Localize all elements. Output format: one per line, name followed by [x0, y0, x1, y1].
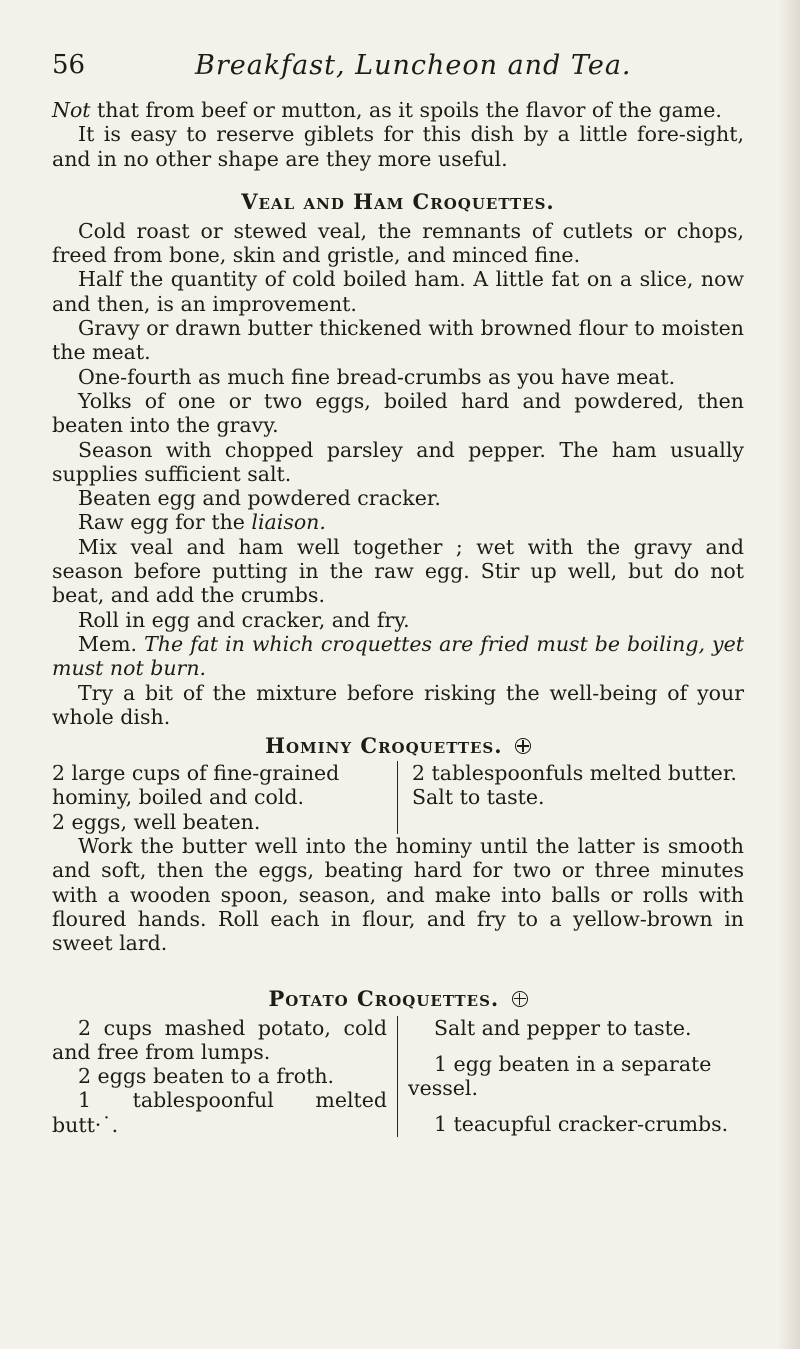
intro-paragraph-1	[52, 98, 744, 122]
hominy-heading	[52, 733, 744, 759]
hominy-title: Hominy Croquettes.	[265, 733, 503, 759]
veal-line-3: Gravy or drawn butter thickened with browned flour to moisten the meat.	[52, 316, 744, 365]
potato-ingredient-3: 1 tablespoonful melted butt·˙.	[52, 1088, 387, 1137]
hominy-method: Work the butter well into the hominy until the latter is smooth and soft, then the eggs, beating hard for two or three minutes with a wooden spoon, season, and make into balls or rolls with floured hands. Roll each in flour, and fry to a yellow-brown in sweet lard.	[52, 834, 744, 956]
veal-mix-paragraph: Mix veal and ham well together ; wet with the gravy and season before putting in the raw egg. Stir up well, but do not beat, and add the crumbs.	[52, 534, 744, 608]
veal-line-6: Season with chopped parsley and pepper. The ham usually supplies sufficient salt.	[52, 437, 744, 486]
veal-try-paragraph: Try a bit of the mixture before risking the well-being of your whole dish.	[52, 680, 744, 729]
hominy-ingredient-1: 2 large cups of fine-grained hominy, boiled and cold.	[52, 761, 340, 810]
page-header	[52, 50, 752, 90]
veal-line-2: Half the quantity of cold boiled ham. A little fat on a slice, now and then, is an improvement.	[52, 267, 744, 316]
intro-text: that from beef or mutton, as it spoils the flavor of the game.	[90, 98, 722, 122]
potato-ingredients-right	[397, 1016, 744, 1137]
potato-ingredients-left	[52, 1016, 397, 1137]
page-edge-shadow	[778, 0, 800, 1349]
veal-line-1: Cold roast or stewed veal, the remnants of cutlets or chops, freed from bone, skin and gristle, and minced fine.	[52, 218, 744, 268]
veal-line-5: Yolks of one or two eggs, boiled hard and powdered, then beaten into the gravy.	[52, 388, 744, 438]
veal-memo	[52, 632, 744, 681]
intro-paragraph-2: It is easy to reserve giblets for this dish by a little fore-sight, and in no other shape are they more useful.	[52, 122, 744, 171]
potato-title: Potato Croquettes.	[268, 985, 500, 1011]
potato-ingredient-4: Salt and pepper to taste.	[434, 1015, 692, 1040]
potato-ingredient-6: 1 teacupful cracker-crumbs.	[434, 1112, 729, 1137]
veal-line-7: Beaten egg and powdered cracker.	[78, 486, 441, 511]
approved-mark-icon	[515, 738, 531, 754]
veal-line-4: One-fourth as much fine bread-crumbs as you have meat.	[78, 364, 676, 389]
memo-italic: The fat in which croquettes are fried must be boiling, yet must not burn.	[52, 631, 744, 681]
page-number: 56	[52, 50, 86, 80]
page-body	[52, 98, 744, 1137]
potato-heading	[52, 986, 744, 1012]
intro-italic-word: Not	[52, 98, 91, 122]
veal-ham-heading: Veal and Ham Croquettes.	[241, 188, 555, 214]
potato-ingredient-5: 1 egg beaten in a separate vessel.	[408, 1051, 712, 1101]
running-title: Breakfast, Luncheon and Tea.	[195, 50, 632, 81]
hominy-ingredients-right	[397, 761, 744, 834]
hominy-ingredient-4: Salt to taste.	[412, 785, 545, 810]
hominy-ingredients-left	[52, 761, 397, 834]
hominy-ingredients	[52, 761, 744, 834]
potato-ingredient-1: 2 cups mashed potato, cold and free from lumps.	[52, 1015, 387, 1064]
veal-roll-line: Roll in egg and cracker, and fry.	[78, 607, 410, 632]
hominy-ingredient-3: 2 tablespoonfuls melted butter.	[412, 761, 737, 786]
hominy-ingredient-2: 2 eggs, well beaten.	[52, 809, 261, 834]
liaison-text: Raw egg for the	[78, 510, 252, 535]
memo-label: Mem.	[78, 631, 145, 656]
approved-mark-icon	[512, 991, 528, 1007]
veal-liaison-line	[52, 510, 744, 534]
potato-ingredients	[52, 1016, 744, 1137]
potato-ingredient-2: 2 eggs beaten to a froth.	[78, 1064, 335, 1089]
liaison-italic: liaison.	[251, 510, 326, 535]
